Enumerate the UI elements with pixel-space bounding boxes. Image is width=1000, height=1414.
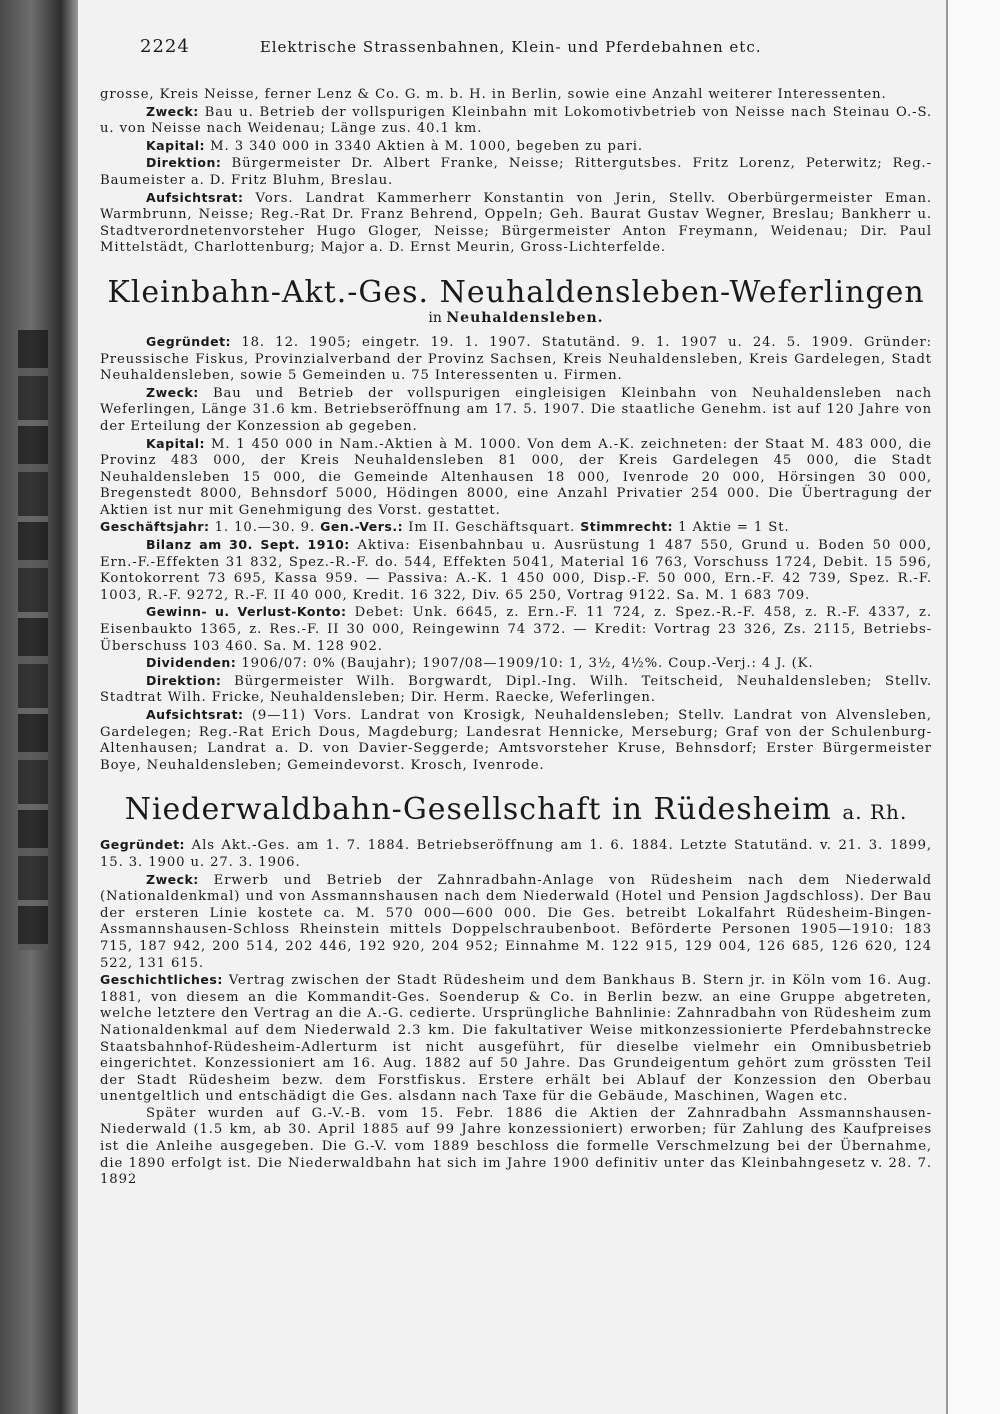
label: Gegründet: (146, 333, 232, 349)
entry-geschichtliches-cont: Später wurden auf G.-V.-B. vom 15. Febr. 1886 die Aktien der Zahnradbahn Assmannshausen-Niederwald (1.5 km, ab 30. April 1885 auf 99 Jahre konzessioniert) erworben; für Zahlung des Kaufpreises ist die Anleihe ausgegeben. Die G.-V. vom 1889 beschloss die formelle Verschmelzung bei der Übernahme, die 1890 erfolgt ist. Die Niederwaldbahn hat sich im Jahre 1900 definitiv unter das Kleinbahngesetz v. 28. 7. 1892 (100, 1105, 932, 1188)
entry-direktion (100, 673, 932, 707)
value: Vertrag zwischen der Stadt Rüdesheim und dem Bankhaus B. Stern jr. in Köln vom 16. Aug. 1881, von diesem an die Kommandit-Ges. Soenderup & Co. in Berlin bezw. an eine Gruppe abgetreten, welche letztere den Vertrag an die A.-G. cedierte. Ursprüngliche Bahnlinie: Zahnradbahn von Rüdesheim zum Nationaldenkmal auf dem Niederwald 2.3 km. Die fakultativer Weise mitkonzessionierte Pferdebahnstrecke Staatsbahnhof-Rüdesheim-Adlerturm ist nicht ausgeführt, für dieselbe vielmehr ein Omnibusbetrieb eingerichtet. Konzessioniert am 16. Aug. 1882 auf 50 Jahre. Das Grundeigentum gehört zum grössten Teil der Stadt Rüdesheim bezw. dem Forstfiskus. Erstere erhält bei Ablauf der Konzession den Oberbau unentgeltlich und entschädigt die Ges. alsdann nach Taxe für die Gebäude, Maschinen, Wagen etc. (100, 973, 933, 1105)
intro-kapital (100, 138, 932, 156)
entry-zweck (100, 385, 932, 436)
book-spine (18, 330, 48, 950)
value: M. 3 340 000 in 3340 Aktien à M. 1000, begeben zu pari. (210, 138, 643, 154)
scan-left-edge (0, 0, 78, 1414)
value: 1 Aktie = 1 St. (678, 520, 790, 536)
label: Kapital: (146, 435, 206, 451)
title-main: Niederwaldbahn-Gesellschaft in Rüdesheim (124, 792, 832, 828)
section-title: Kleinbahn-Akt.-Ges. Neuhaldensleben-Weferlingen (107, 274, 925, 310)
value: M. 1 450 000 in Nam.-Aktien à M. 1000. Von dem A.-K. zeichneten: der Staat M. 483 000, die Provinz 483 000, der Kreis Neuhaldensleben 81 000, der Kreis Gardelegen 45 000, die Stadt Neuhaldensleben 15 000, die Gemeinde Altenhausen 18 000, Ivenrode 20 000, Hörsingen 30 000, Bregenstedt 8000, Behnsdorf 5000, Hödingen 8000, eine Anzahl Privatier 254 000. Die Übertragung der Aktien ist nur mit Genehmigung des Vorst. gestattet. (100, 436, 932, 518)
value: 1906/07: 0% (Baujahr); 1907/08—1909/10: 1, 3½, 4½%. Coup.-Verj.: 4 J. (K. (241, 656, 814, 672)
value: Bau u. Betrieb der vollspurigen Kleinbahn mit Lokomotivbetrieb von Neisse nach Steinau O.-S. u. von Neisse nach Weidenau; Länge zus. 40.1 km. (100, 104, 933, 137)
value: 18. 12. 1905; eingetr. 19. 1. 1907. Statutänd. 9. 1. 1907 u. 24. 5. 1909. Gründer: Preussische Fiskus, Provinzialverband der Provinz Sachsen, Kreis Neuhaldensleben, Kreis Gardelegen, Stadt Neuhaldensleben, sowie 5 Gemeinden u. 75 Interessenten u. Firmen. (100, 334, 932, 384)
intro-zweck (100, 104, 932, 138)
label: Zweck: (146, 871, 199, 887)
value: (9—11) Vors. Landrat von Krosigk, Neuhaldensleben; Stellv. Landrat von Alvensleben, Gardelegen; Reg.-Rat Erich Dous, Magdeburg; Landesrat Hennicke, Merseburg; Graf von der Schulenburg-Altenhausen; Landrat a. D. von Davier-Seggerde; Amtsvorsteher Kruse, Behnsdorf; Erster Bürgermeister Boye, Neuhaldensleben; Gemeindevorst. Krosch, Ivenrode. (100, 708, 932, 773)
label: Kapital: (146, 137, 206, 153)
label: Stimmrecht: (580, 519, 673, 535)
entry-bilanz (100, 537, 932, 604)
scan-right-edge (946, 0, 1000, 1414)
value: Bau und Betrieb der vollspurigen eingleisigen Kleinbahn von Neuhaldensleben nach Weferlingen, Länge 31.6 km. Betriebseröffnung am 17. 5. 1907. Die staatliche Genehm. ist auf 120 Jahre von der Erteilung der Konzession ab gegeben. (100, 385, 933, 434)
sub-in: in (428, 309, 442, 326)
value: Aktiva: Eisenbahnbau u. Ausrüstung 1 487 550, Grund u. Boden 50 000, Ern.-F.-Effekten 31 832, Spez.-R.-F. do. 544, Effekten 5041, Material 16 763, Vorschuss 1724, Debit. 15 596, Kontokorrent 73 695, Kassa 959. — Passiva: A.-K. 1 450 000, Disp.-F. 50 000, Ern.-F. 42 739, Spez. R.-F. 1003, R.-F. 9272, R.-F. II 40 000, Kredit. 16 322, Div. 65 250, Vortrag 9122. Sa. M. 1 683 709. (100, 538, 932, 603)
label: Geschichtliches: (100, 972, 223, 988)
value: Erwerb und Betrieb der Zahnradbahn-Anlage von Rüdesheim nach dem Niederwald (Nationaldenkmal) und von Assmannshausen nach dem Niederwald (Hotel und Pension Jagdschloss). Der Bau der ersteren Linie kostete ca. M. 570 000—600 000. Die Ges. betreibt Lokalfahrt Rüdesheim-Bingen-Assmannshausen-Schloss Rheinstein mittels Doppelschraubenboot. Beförderte Personen 1905—1910: 183 715, 187 942, 200 514, 202 446, 192 920, 204 952; Einnahme M. 122 915, 129 004, 126 685, 126 620, 124 522, 131 615. (100, 872, 932, 971)
page (100, 36, 932, 1207)
entry-zweck (100, 872, 932, 973)
section-title (100, 792, 932, 827)
section-niederwaldbahn (100, 792, 932, 1188)
label: Direktion: (146, 155, 222, 171)
entry-aufsichtsrat (100, 707, 932, 774)
entry-geschichtliches (100, 972, 932, 1106)
value: Vors. Landrat Kammerherr Konstantin von Jerin, Stellv. Oberbürgermeister Eman. Warmbrunn, Neisse; Reg.-Rat Dr. Franz Behrend, Oppeln; Geh. Baurat Gustav Wegner, Breslau; Bankherr u. Stadtverordnetenvorsteher Hugo Gloger, Neisse; Bürgermeister Anton Freymann, Weidenau; Dir. Paul Mittelstädt, Charlottenburg; Major a. D. Ernst Meurin, Gross-Lichterfelde. (100, 190, 933, 256)
label: Gen.-Vers.: (320, 519, 404, 535)
label: Direktion: (146, 672, 222, 688)
running-title: Elektrische Strassenbahnen, Klein- und Pferdebahnen etc. (259, 38, 762, 56)
value: Im II. Geschäftsquart. (408, 520, 576, 536)
value: Debet: Unk. 6645, z. Ern.-F. 11 724, z. Spez.-R.-F. 458, z. R.-F. 4337, z. Eisenbaukto 1365, z. Res.-F. II 30 000, Reingewinn 74 372. — Kredit: Vortrag 23 326, Zs. 2115, Betriebs-Überschuss 103 460. Sa. M. 128 902. (100, 605, 932, 654)
entry-guv (100, 604, 932, 655)
label: Dividenden: (146, 655, 237, 671)
entry-geschaeftsjahr (100, 519, 932, 537)
intro-direktion (100, 155, 932, 189)
label: Gegründet: (100, 837, 186, 853)
sub-place: Neuhaldensleben. (446, 309, 604, 326)
label: Geschäftsjahr: (100, 519, 210, 535)
label: Aufsichtsrat: (146, 707, 244, 722)
label: Gewinn- u. Verlust-Konto: (146, 604, 347, 620)
intro-aufsichtsrat (100, 190, 932, 257)
entry-dividenden (100, 655, 932, 673)
value: Bürgermeister Dr. Albert Franke, Neisse; Rittergutsbes. Fritz Lorenz, Peterwitz; Reg.-Baumeister a. D. Fritz Bluhm, Breslau. (100, 156, 933, 188)
label: Bilanz am 30. Sept. 1910: (146, 537, 350, 553)
entry-kapital (100, 436, 932, 520)
value: Bürgermeister Wilh. Borgwardt, Dipl.-Ing. Wilh. Teitscheid, Neuhaldensleben; Stellv. Stadtrat Wilh. Fricke, Neuhaldensleben; Dir. Herm. Raecke, Weferlingen. (100, 673, 933, 706)
intro-continuation (100, 87, 932, 257)
running-header (140, 36, 932, 57)
section-neuhaldensleben (100, 275, 932, 774)
label: Zweck: (146, 384, 199, 400)
entry-gegruendet (100, 837, 932, 871)
label: Aufsichtsrat: (146, 189, 244, 205)
value: Als Akt.-Ges. am 1. 7. 1884. Betriebseröffnung am 1. 6. 1884. Letzte Statutänd. v. 21. 3. 1899, 15. 3. 1900 u. 27. 3. 1906. (100, 838, 932, 870)
value: 1. 10.—30. 9. (214, 520, 316, 536)
label: Zweck: (146, 103, 199, 119)
intro-text: grosse, Kreis Neisse, ferner Lenz & Co. G. m. b. H. in Berlin, sowie eine Anzahl weiterer Interessenten. (100, 87, 887, 102)
section-subtitle (100, 310, 932, 326)
title-suffix: a. Rh. (842, 800, 908, 825)
page-number: 2224 (140, 36, 190, 57)
entry-gegruendet (100, 334, 932, 385)
